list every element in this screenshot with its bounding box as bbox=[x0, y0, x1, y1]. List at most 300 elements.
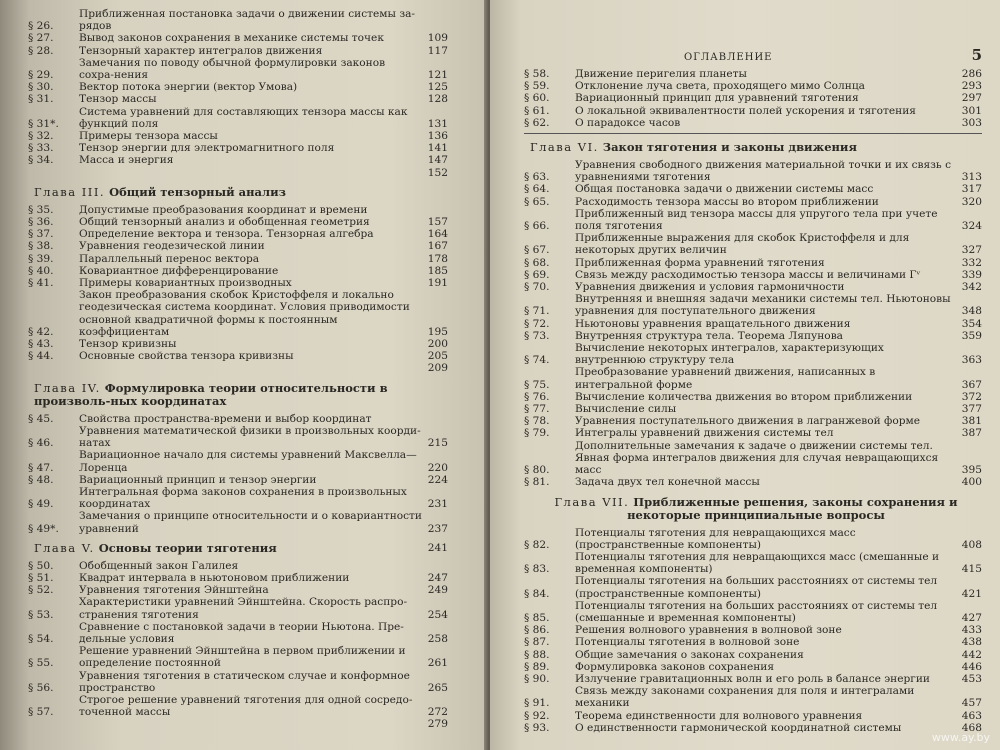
page-number: 457 bbox=[961, 697, 982, 710]
page-number: 359 bbox=[961, 329, 982, 342]
page-number: 247 bbox=[427, 571, 448, 584]
page-number: 297 bbox=[961, 92, 982, 105]
toc-entry bbox=[524, 208, 982, 232]
section-number: § 69. bbox=[524, 268, 550, 281]
page-number: 164 bbox=[427, 228, 448, 241]
section-title: Вектор потока энергии (вектор Умова) bbox=[79, 81, 298, 94]
page-number: 279 bbox=[427, 718, 448, 731]
section-title: Масса и энергия bbox=[79, 154, 174, 167]
section-number: § 88. bbox=[524, 648, 550, 661]
page-number: 400 bbox=[961, 476, 982, 489]
section-title: Примеры ковариантных производных bbox=[79, 277, 292, 290]
page-number: 215 bbox=[427, 437, 448, 450]
page-number: 446 bbox=[961, 660, 982, 673]
toc-entry bbox=[524, 232, 982, 256]
toc-entry bbox=[524, 342, 982, 366]
section-title: Допустимые преобразования координат и времени bbox=[79, 203, 368, 216]
ch5-items bbox=[28, 560, 448, 719]
section-title: Задача двух тел конечной массы bbox=[575, 476, 760, 489]
page-number: 377 bbox=[961, 403, 982, 416]
section-number: § 47. bbox=[28, 461, 54, 474]
right-page bbox=[490, 0, 1000, 750]
toc-entry bbox=[28, 425, 448, 449]
page-number: 147 bbox=[427, 154, 448, 167]
section-title: Система уравнений для составляющих тензора массы как функций поля bbox=[79, 105, 408, 130]
page-number: 185 bbox=[427, 264, 448, 277]
section-title: Уравнения поступательного движения в лагранжевой форме bbox=[575, 415, 920, 428]
section-title: Уравнения движения и условия гармоничности bbox=[575, 281, 845, 294]
page-number: 442 bbox=[961, 648, 982, 661]
section-number: § 90. bbox=[524, 672, 550, 685]
toc-entry bbox=[524, 551, 982, 575]
toc-entry bbox=[524, 318, 982, 330]
section-title: Вариационное начало для системы уравнений Максвелла—Лоренца bbox=[79, 449, 417, 474]
section-number: § 75. bbox=[524, 378, 550, 391]
section-number: § 74. bbox=[524, 354, 550, 367]
page-number: 200 bbox=[427, 338, 448, 351]
section-number: § 33. bbox=[28, 142, 54, 155]
chapter-prefix: Глава VI. bbox=[530, 140, 599, 155]
section-title: О локальной эквивалентности полей ускорения и тяготения bbox=[575, 104, 916, 117]
section-number: § 84. bbox=[524, 587, 550, 600]
toc-entry bbox=[28, 45, 448, 57]
section-title: Потенциалы тяготения на больших расстояниях от системы тел (смешанные и временная компоненты) bbox=[575, 599, 938, 624]
section-title: Приближенная форма уравнений тяготения bbox=[575, 256, 825, 269]
toc-entry bbox=[524, 649, 982, 661]
section-number: § 28. bbox=[28, 44, 54, 57]
toc-entry bbox=[28, 694, 448, 718]
toc-entry bbox=[28, 57, 448, 81]
running-head bbox=[524, 46, 982, 64]
page-number: 468 bbox=[961, 721, 982, 734]
section-number: § 65. bbox=[524, 195, 550, 208]
toc-entry bbox=[28, 265, 448, 277]
page-number: 372 bbox=[961, 390, 982, 403]
section-number: § 51. bbox=[28, 571, 54, 584]
page-number: 303 bbox=[961, 116, 982, 129]
section-title: Потенциалы тяготения на больших расстояниях от системы тел (пространственные компоненты) bbox=[575, 575, 938, 600]
section-number: § 49*. bbox=[28, 522, 59, 535]
section-number: § 85. bbox=[524, 611, 550, 624]
ch5-tail bbox=[28, 718, 448, 730]
section-title: Преобразование уравнений движения, написанных в интегральной форме bbox=[575, 366, 876, 391]
toc-entry bbox=[28, 350, 448, 362]
section-title: Квадрат интервала в ньютоновом приближении bbox=[79, 571, 350, 584]
page-number: 131 bbox=[427, 117, 448, 130]
toc-entry bbox=[28, 645, 448, 669]
page-number: 224 bbox=[427, 473, 448, 486]
toc-entry bbox=[28, 8, 448, 32]
toc-entry bbox=[524, 427, 982, 439]
ch4-items bbox=[28, 413, 448, 535]
page-number: 167 bbox=[427, 240, 448, 253]
section-number: § 64. bbox=[524, 183, 550, 196]
section-title: Дополнительные замечания к задаче о движении системы тел. Явная форма интегралов движения для случая невращающихся масс bbox=[575, 439, 939, 477]
section-number: § 82. bbox=[524, 538, 550, 551]
section-number: § 91. bbox=[524, 697, 550, 710]
section-number: § 37. bbox=[28, 228, 54, 241]
page-number: 136 bbox=[427, 130, 448, 143]
section-title: Интегральная форма законов сохранения в произвольных координатах bbox=[79, 485, 407, 511]
section-number: § 80. bbox=[524, 464, 550, 477]
section-number: § 41. bbox=[28, 277, 54, 290]
toc-entry bbox=[524, 600, 982, 624]
page-number: 231 bbox=[427, 498, 448, 511]
section-number: § 81. bbox=[524, 476, 550, 489]
section-title: Вычисление некоторых интегралов, характеризующих внутреннюю структуру тела bbox=[575, 342, 884, 367]
toc-entry bbox=[524, 661, 982, 673]
toc-entry bbox=[28, 216, 448, 228]
section-number: § 71. bbox=[524, 305, 550, 318]
section-number: § 89. bbox=[524, 660, 550, 673]
page-number: 463 bbox=[961, 709, 982, 722]
page-number: 433 bbox=[961, 624, 982, 637]
divider bbox=[524, 133, 982, 134]
page-number: 381 bbox=[961, 415, 982, 428]
section-number: § 61. bbox=[524, 104, 550, 117]
page-number: 327 bbox=[961, 244, 982, 257]
chapter-4-heading bbox=[28, 382, 448, 408]
toc-entry bbox=[28, 240, 448, 252]
section-title: Общие замечания о законах сохранения bbox=[575, 648, 804, 661]
section-title: Вариационный принцип для уравнений тяготения bbox=[575, 92, 859, 105]
toc-entry bbox=[524, 710, 982, 722]
toc-entry bbox=[28, 486, 448, 510]
section-number: § 34. bbox=[28, 154, 54, 167]
section-title: Приближенная постановка задачи о движении системы за-рядов bbox=[79, 8, 415, 33]
section-number: § 50. bbox=[28, 559, 54, 572]
section-title: Движение перигелия планеты bbox=[575, 68, 747, 80]
section-title: Уравнения математической физики в произвольных коорди-натах bbox=[79, 424, 421, 450]
page-number: 320 bbox=[961, 195, 982, 208]
page-number: 205 bbox=[427, 350, 448, 363]
page-number: 117 bbox=[427, 44, 448, 57]
section-number: § 70. bbox=[524, 281, 550, 294]
page-number: 415 bbox=[961, 563, 982, 576]
toc-entry bbox=[524, 527, 982, 551]
toc-entry bbox=[524, 80, 982, 92]
section-number: § 40. bbox=[28, 264, 54, 277]
toc-entry bbox=[28, 670, 448, 694]
section-number: § 31. bbox=[28, 93, 54, 106]
page-number: 421 bbox=[961, 587, 982, 600]
section-number: § 67. bbox=[524, 244, 550, 257]
page-number: 317 bbox=[961, 183, 982, 196]
section-title: Тензорный характер интегралов движения bbox=[79, 44, 323, 57]
section-title: Основные свойства тензора кривизны bbox=[79, 350, 294, 363]
section-title: Замечания о принципе относительности и о ковариантности уравнений bbox=[79, 510, 422, 535]
toc-entry bbox=[524, 575, 982, 599]
section-number: § 72. bbox=[524, 317, 550, 330]
section-title: Излучение гравитационных волн и его роль в балансе энергии bbox=[575, 672, 930, 685]
toc-entry bbox=[524, 281, 982, 293]
section-number: § 35. bbox=[28, 203, 54, 216]
section-title: Формулировка законов сохранения bbox=[575, 660, 775, 673]
toc-entry bbox=[524, 624, 982, 636]
section-title: Приближенные выражения для скобок Кристоффеля и для некоторых других величин bbox=[575, 232, 910, 257]
page-number: 141 bbox=[427, 142, 448, 155]
section-number: § 45. bbox=[28, 412, 54, 425]
section-title: Вариационный принцип и тензор энергии bbox=[79, 473, 317, 486]
right-top-items bbox=[524, 68, 982, 129]
section-number: § 48. bbox=[28, 473, 54, 486]
section-number: § 44. bbox=[28, 350, 54, 363]
chapter-6-heading bbox=[524, 141, 982, 154]
toc-entry bbox=[524, 685, 982, 709]
ch6-items bbox=[524, 159, 982, 488]
section-number: § 30. bbox=[28, 81, 54, 94]
section-title: Внутренняя структура тела. Теорема Ляпунова bbox=[575, 329, 843, 342]
page-number: 195 bbox=[427, 325, 448, 338]
section-number: § 53. bbox=[28, 608, 54, 621]
page-number: 272 bbox=[427, 706, 448, 719]
section-number: § 59. bbox=[524, 80, 550, 93]
watermark: www.ay.by bbox=[931, 731, 990, 744]
page-number: 342 bbox=[961, 281, 982, 294]
section-title: О единственности гармонической координатной системы bbox=[575, 721, 902, 734]
page-number: 249 bbox=[427, 584, 448, 597]
page-number: 339 bbox=[961, 268, 982, 281]
toc-entry bbox=[28, 204, 448, 216]
chapter-prefix: Глава III. bbox=[34, 184, 106, 199]
toc-entry bbox=[524, 159, 982, 183]
section-number: § 38. bbox=[28, 240, 54, 253]
page-number: 157 bbox=[427, 216, 448, 229]
section-title: Тензор кривизны bbox=[79, 338, 177, 351]
toc-entry bbox=[524, 183, 982, 195]
section-title: Связь между законами сохранения для поля и интегралами механики bbox=[575, 685, 915, 710]
page-number: 121 bbox=[427, 69, 448, 82]
toc-entry bbox=[28, 474, 448, 486]
toc-entry bbox=[524, 68, 982, 80]
toc-entry bbox=[524, 440, 982, 477]
section-number: § 77. bbox=[524, 403, 550, 416]
section-number: § 39. bbox=[28, 252, 54, 265]
section-title: Вычисление количества движения во втором приближении bbox=[575, 390, 913, 403]
chapter-prefix: Глава VII. bbox=[554, 494, 630, 509]
page-number: 178 bbox=[427, 252, 448, 265]
section-number: § 60. bbox=[524, 92, 550, 105]
toc-entry bbox=[28, 253, 448, 265]
section-title: Приближенный вид тензора массы для упругого тела при учете поля тяготения bbox=[575, 207, 938, 233]
chapter-title: Основы теории тяготения bbox=[98, 540, 277, 555]
page-number: 427 bbox=[961, 611, 982, 624]
section-title: Определение вектора и тензора. Тензорная алгебра bbox=[79, 228, 374, 241]
section-title: Потенциалы тяготения для невращающихся масс (смешанные и временная компоненты) bbox=[575, 550, 940, 576]
toc-entry bbox=[524, 117, 982, 129]
section-title: Обобщенный закон Галилея bbox=[79, 559, 239, 572]
section-title: Сравнение с постановкой задачи в теории Ньютона. Пре-дельные условия bbox=[79, 620, 404, 645]
page-number: 313 bbox=[961, 171, 982, 184]
chapter-title: Общий тензорный анализ bbox=[109, 184, 286, 199]
toc-entry bbox=[524, 196, 982, 208]
section-title: Общая постановка задачи о движении системы масс bbox=[575, 183, 874, 196]
section-title: Параллельный перенос вектора bbox=[79, 252, 260, 265]
section-title: Теорема единственности для волнового уравнения bbox=[575, 709, 863, 722]
section-number: § 92. bbox=[524, 709, 550, 722]
section-number: § 73. bbox=[524, 329, 550, 342]
section-title: Замечания по поводу обычной формулировки законов сохра-нения bbox=[79, 56, 386, 82]
toc-entry bbox=[28, 81, 448, 93]
page-number: 261 bbox=[427, 657, 448, 670]
section-title: Уравнения свободного движения материальной точки и их связь с уравнениями тяготения bbox=[575, 159, 952, 184]
section-title: Тензор энергии для электромагнитного поля bbox=[79, 142, 335, 155]
toc-entry bbox=[524, 92, 982, 104]
section-number: § 83. bbox=[524, 563, 550, 576]
section-number: § 52. bbox=[28, 584, 54, 597]
section-title: Тензор массы bbox=[79, 93, 157, 106]
toc-entry bbox=[28, 449, 448, 473]
page-number: 191 bbox=[427, 277, 448, 290]
toc-entry bbox=[28, 142, 448, 154]
section-title: Расходимость тензора массы во втором приближении bbox=[575, 195, 879, 208]
toc-entry bbox=[28, 584, 448, 596]
chapter-title: Приближенные решения, законы сохранения и некоторые принципиальные вопросы bbox=[627, 494, 958, 522]
page-number: 254 bbox=[427, 608, 448, 621]
section-number: § 56. bbox=[28, 681, 54, 694]
section-number: § 54. bbox=[28, 632, 54, 645]
section-number: § 26. bbox=[28, 20, 54, 33]
section-number: § 49. bbox=[28, 498, 54, 511]
page-number: 293 bbox=[961, 80, 982, 93]
page-number: 152 bbox=[427, 166, 448, 179]
page-number: 408 bbox=[961, 538, 982, 551]
section-number: § 36. bbox=[28, 216, 54, 229]
chapter-3-heading bbox=[28, 186, 448, 199]
section-number: § 29. bbox=[28, 69, 54, 82]
section-title: Потенциалы тяготения в волновой зоне bbox=[575, 636, 800, 649]
left-page bbox=[0, 0, 488, 750]
chapter-title: Закон тяготения и законы движения bbox=[602, 140, 857, 155]
toc-entry bbox=[28, 277, 448, 289]
section-number: § 57. bbox=[28, 706, 54, 719]
toc-entry bbox=[28, 93, 448, 105]
page-number: 395 bbox=[961, 464, 982, 477]
section-title: Интегралы уравнений движения системы тел bbox=[575, 427, 834, 440]
chapter-5-heading bbox=[28, 542, 448, 555]
toc-entry bbox=[28, 130, 448, 142]
section-title: О парадоксе часов bbox=[575, 116, 681, 129]
toc-entry bbox=[524, 391, 982, 403]
running-head-title: ОГЛАВЛЕНИЕ bbox=[684, 52, 773, 63]
page-number: 324 bbox=[961, 220, 982, 233]
section-number: § 76. bbox=[524, 390, 550, 403]
section-title: Связь между расходимостью тензора массы и величинами Гᵛ bbox=[575, 268, 921, 281]
toc-entry bbox=[524, 476, 982, 488]
ch3-items bbox=[28, 204, 448, 363]
toc-entry bbox=[28, 621, 448, 645]
section-title: Решения волнового уравнения в волновой зоне bbox=[575, 624, 842, 637]
page-number: 348 bbox=[961, 305, 982, 318]
section-title: Вычисление силы bbox=[575, 403, 677, 416]
chapter-7-heading bbox=[524, 496, 982, 522]
page-number: 237 bbox=[427, 522, 448, 535]
section-number: § 63. bbox=[524, 171, 550, 184]
toc-entry bbox=[28, 510, 448, 534]
section-title: Ньютоновы уравнения вращательного движения bbox=[575, 317, 851, 330]
ch3-tail bbox=[28, 167, 448, 179]
section-number: § 42. bbox=[28, 325, 54, 338]
ch4-tail bbox=[28, 362, 448, 374]
toc-entry bbox=[524, 269, 982, 281]
section-number: § 27. bbox=[28, 32, 54, 45]
section-number: § 62. bbox=[524, 116, 550, 129]
section-number: § 78. bbox=[524, 415, 550, 428]
toc-entry bbox=[524, 366, 982, 390]
page-number: 286 bbox=[961, 68, 982, 80]
section-number: § 68. bbox=[524, 256, 550, 269]
section-title: Потенциалы тяготения для невращающихся масс (пространственные компоненты) bbox=[575, 526, 856, 551]
toc-entry bbox=[28, 32, 448, 44]
toc-entry bbox=[28, 106, 448, 130]
section-title: Ковариантное дифференцирование bbox=[79, 264, 279, 277]
toc-entry bbox=[524, 257, 982, 269]
toc-entry bbox=[524, 415, 982, 427]
page-number: 301 bbox=[961, 104, 982, 117]
section-number: § 93. bbox=[524, 721, 550, 734]
section-title: Уравнения тяготения Эйнштейна bbox=[79, 584, 269, 597]
page-number: 363 bbox=[961, 354, 982, 367]
section-number: § 43. bbox=[28, 338, 54, 351]
page-number: 367 bbox=[961, 378, 982, 391]
toc-entry bbox=[524, 673, 982, 685]
page-number: 109 bbox=[427, 32, 448, 45]
section-number: § 79. bbox=[524, 427, 550, 440]
left-items bbox=[28, 8, 448, 167]
page-number: 438 bbox=[961, 636, 982, 649]
ch7-items bbox=[524, 527, 982, 734]
section-number: § 66. bbox=[524, 220, 550, 233]
section-title: Закон преобразования скобок Кристоффеля и локально геодезическая система координат. Условия приводимости основной квадратичной формы к постоянным коэффициентам bbox=[79, 289, 410, 338]
section-title: Строгое решение уравнений тяготения для одной сосредо-точенной массы bbox=[79, 693, 413, 719]
section-title: Примеры тензора массы bbox=[79, 130, 218, 143]
toc-entry bbox=[524, 403, 982, 415]
page-number: 220 bbox=[427, 461, 448, 474]
section-number: § 46. bbox=[28, 437, 54, 450]
page-number: 241 bbox=[427, 541, 448, 554]
section-title: Отклонение луча света, проходящего мимо Солнца bbox=[575, 80, 865, 93]
toc-entry bbox=[524, 722, 982, 734]
toc-entry bbox=[524, 330, 982, 342]
page-number: 354 bbox=[961, 317, 982, 330]
toc-entry bbox=[28, 572, 448, 584]
chapter-prefix: Глава IV. bbox=[34, 380, 101, 395]
page-number: 332 bbox=[961, 256, 982, 269]
section-title: Общий тензорный анализ и обобщенная геометрия bbox=[79, 216, 370, 229]
section-title: Свойства пространства-времени и выбор координат bbox=[79, 412, 372, 425]
section-title: Внутренняя и внешняя задачи механики системы тел. Ньютоновы уравнения для поступательного движения bbox=[575, 293, 951, 318]
chapter-title: Формулировка теории относительности в произволь-ных координатах bbox=[34, 380, 388, 408]
section-number: § 31*. bbox=[28, 117, 59, 130]
section-title: Уравнения геодезической линии bbox=[79, 240, 265, 253]
page-number: 209 bbox=[427, 362, 448, 375]
section-title: Решение уравнений Эйнштейна в первом приближении и определение постоянной bbox=[79, 645, 406, 670]
page-number: 265 bbox=[427, 681, 448, 694]
toc-entry bbox=[524, 293, 982, 317]
section-number: § 32. bbox=[28, 130, 54, 143]
toc-entry bbox=[524, 105, 982, 117]
page-number: 258 bbox=[427, 632, 448, 645]
page-number: 128 bbox=[427, 93, 448, 106]
section-number: § 58. bbox=[524, 68, 550, 80]
page-number: 5 bbox=[971, 46, 982, 64]
toc-entry bbox=[28, 413, 448, 425]
toc-entry bbox=[28, 338, 448, 350]
toc-entry bbox=[28, 154, 448, 166]
section-title: Уравнения тяготения в статическом случае и конформное пространство bbox=[79, 669, 410, 694]
section-title: Характеристики уравнений Эйнштейна. Скорость распро-странения тяготения bbox=[79, 596, 408, 621]
section-number: § 86. bbox=[524, 624, 550, 637]
